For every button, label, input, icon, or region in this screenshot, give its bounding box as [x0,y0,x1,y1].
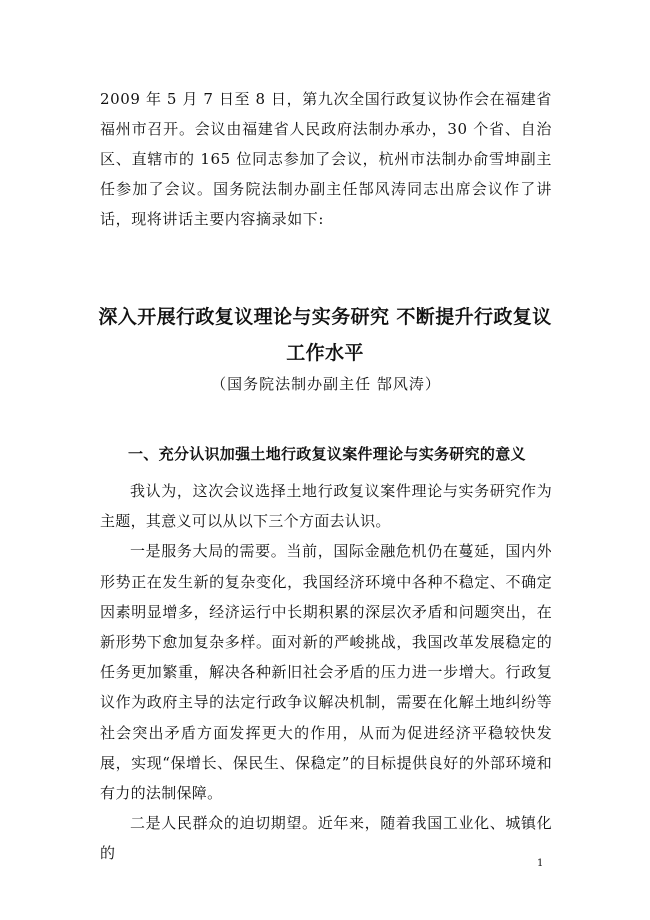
paragraph-point-two [100,808,552,868]
page-number: 1 [537,858,544,869]
paragraph-text: 当前，国际金融危机仍在蔓延，国内外形势正在发生新的复杂变化，我国经济环境中各种不稳定、不确定因素明显增多，经济运行中长期积累的深层次矛盾和问题突出，在新形势下愈加复杂多样。面对新的严峻挑战，我国改革发展稳定的任务更加繁重，解决各种新旧社会矛盾的压力进一步增大。行政复议作为政府主导的法定行政争议解决机制，需要在化解土地纠纷等社会突出矛盾方面发挥更大的作用，从而为促进经济平稳较快发展，实现“保增长、保民生、保稳定”的目标提供良好的外部环境和有力的法制保障。 [100,542,552,803]
author-byline: （国务院法制办副主任 郜风涛） [211,375,441,393]
paragraph-theme [100,476,552,536]
page-title: 深入开展行政复议理论与实务研究 不断提升行政复议工作水平 [98,306,552,364]
section-heading: 一、充分认识加强土地行政复议案件理论与实务研究的意义 [128,445,526,463]
intro-paragraph: 2009 年 5 月 7 日至 8 日，第九次全国行政复议协作会在福建省福州市召开。会议由福建省人民政府法制办承办，30 个省、自治区、直辖市的 165 位同志参加了会议，杭州市法制办俞雪坤副主任参加了会议。国务院法制办副主任郜风涛同志出席会议作了讲话，现将讲话主要内容摘录如下: [100,90,552,228]
paragraph-text: 近年来，随着我国工业化、城镇化的 [100,814,552,863]
paragraph-point-one [100,536,552,808]
paragraph-text: 我认为，这次会议选择土地行政复议案件理论与实务研究作为主题，其意义可以从以下三个方面去认识。 [100,482,552,531]
paragraph-lead: 二是人民群众的迫切期望。 [130,814,318,833]
body-text [100,476,552,869]
paragraph-lead: 一是服务大局的需要。 [130,542,287,561]
